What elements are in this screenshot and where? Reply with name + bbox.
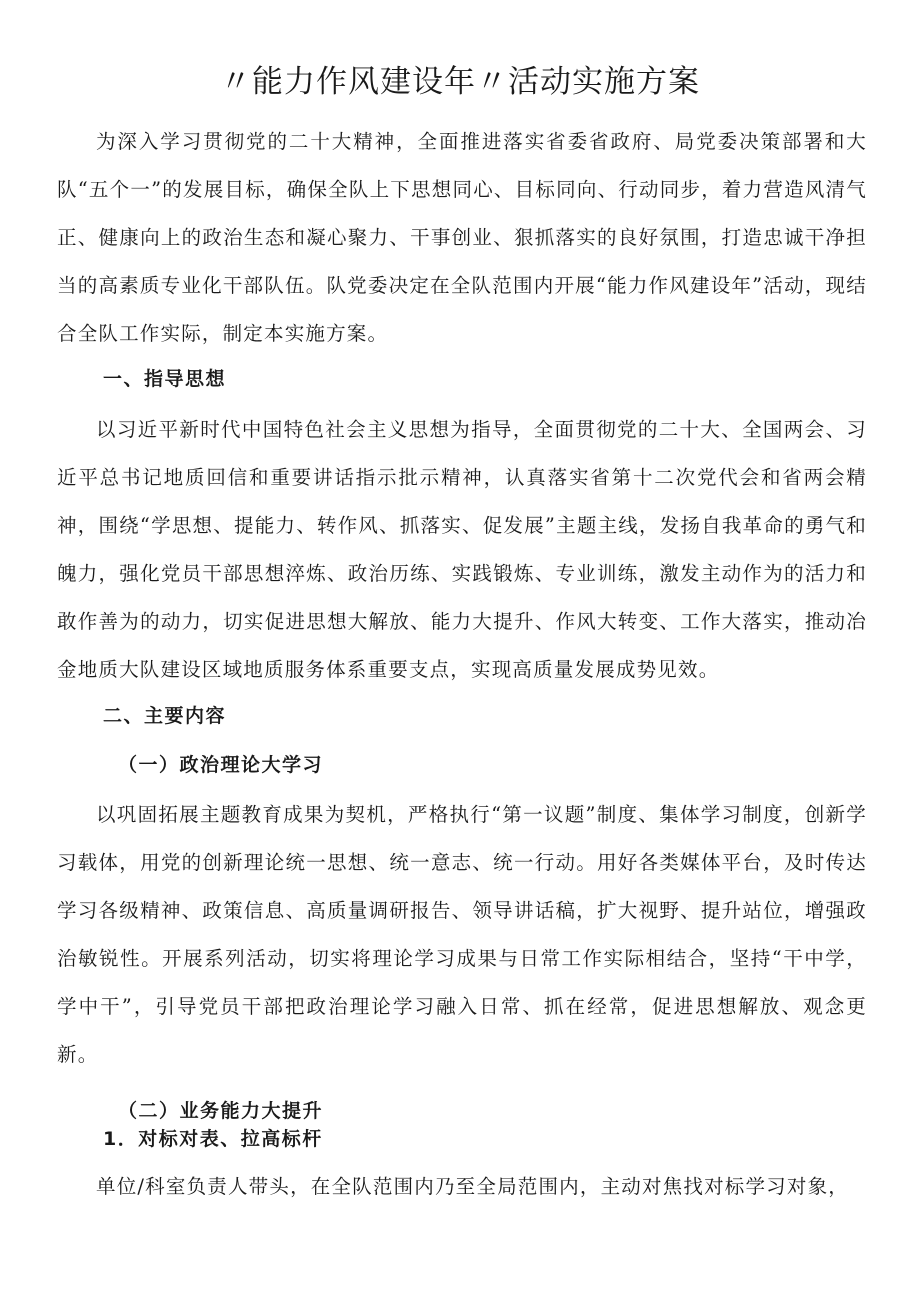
document-title: 〃能力作风建设年〃活动实施方案 [220,64,700,100]
section-1-paragraph: 以习近平新时代中国特色社会主义思想为指导，全面贯彻党的二十大、全国两会、习近平总书记地质回信和重要讲话指示批示精神，认真落实省第十二次党代会和省两会精神，围绕“学思想、提能力、转作风、抓落实、促发展”主题主线，发扬自我革命的勇气和魄力，强化党员干部思想淬炼、政治历练、实践锻炼、专业训练，激发主动作为的活力和敢作善为的动力，切实促进思想大解放、能力大提升、作风大转变、工作大落实，推动冶金地质大队建设区域地质服务体系重要支点，实现高质量发展成势见效。 [57,418,867,681]
subsection-2-heading: （二）业务能力大提升 [118,1100,324,1122]
section-1-heading: 一、指导思想 [103,368,227,390]
intro-paragraph: 为深入学习贯彻党的二十大精神，全面推进落实省委省政府、局党委决策部署和大队“五个一”的发展目标，确保全队上下思想同心、目标同向、行动同步，着力营造风清气正、健康向上的政治生态和凝心聚力、干事创业、狠抓落实的良好氛围，打造忠诚干净担当的高素质专业化干部队伍。队党委决定在全队范围内开展“能力作风建设年”活动，现结合全队工作实际，制定本实施方案。 [57,130,867,345]
section-2-heading: 二、主要内容 [103,705,227,727]
subsection-1-paragraph: 以巩固拓展主题教育成果为契机，严格执行“第一议题”制度、集体学习制度，创新学习载体，用党的创新理论统一思想、统一意志、统一行动。用好各类媒体平台，及时传达学习各级精神、政策信息、高质量调研报告、领导讲话稿，扩大视野、提升站位，增强政治敏锐性。开展系列活动，切实将理论学习成果与日常工作实际相结合，坚持“干中学，学中干”，引导党员干部把政治理论学习融入日常、抓在经常，促进思想解放、观念更新。 [57,803,867,1066]
subsection-1-heading: （一）政治理论大学习 [118,754,324,776]
item-1-paragraph: 单位/科室负责人带头，在全队范围内乃至全局范围内，主动对焦找对标学习对象， [96,1175,849,1198]
item-1-heading: 1．对标对表、拉高标杆 [103,1128,323,1150]
